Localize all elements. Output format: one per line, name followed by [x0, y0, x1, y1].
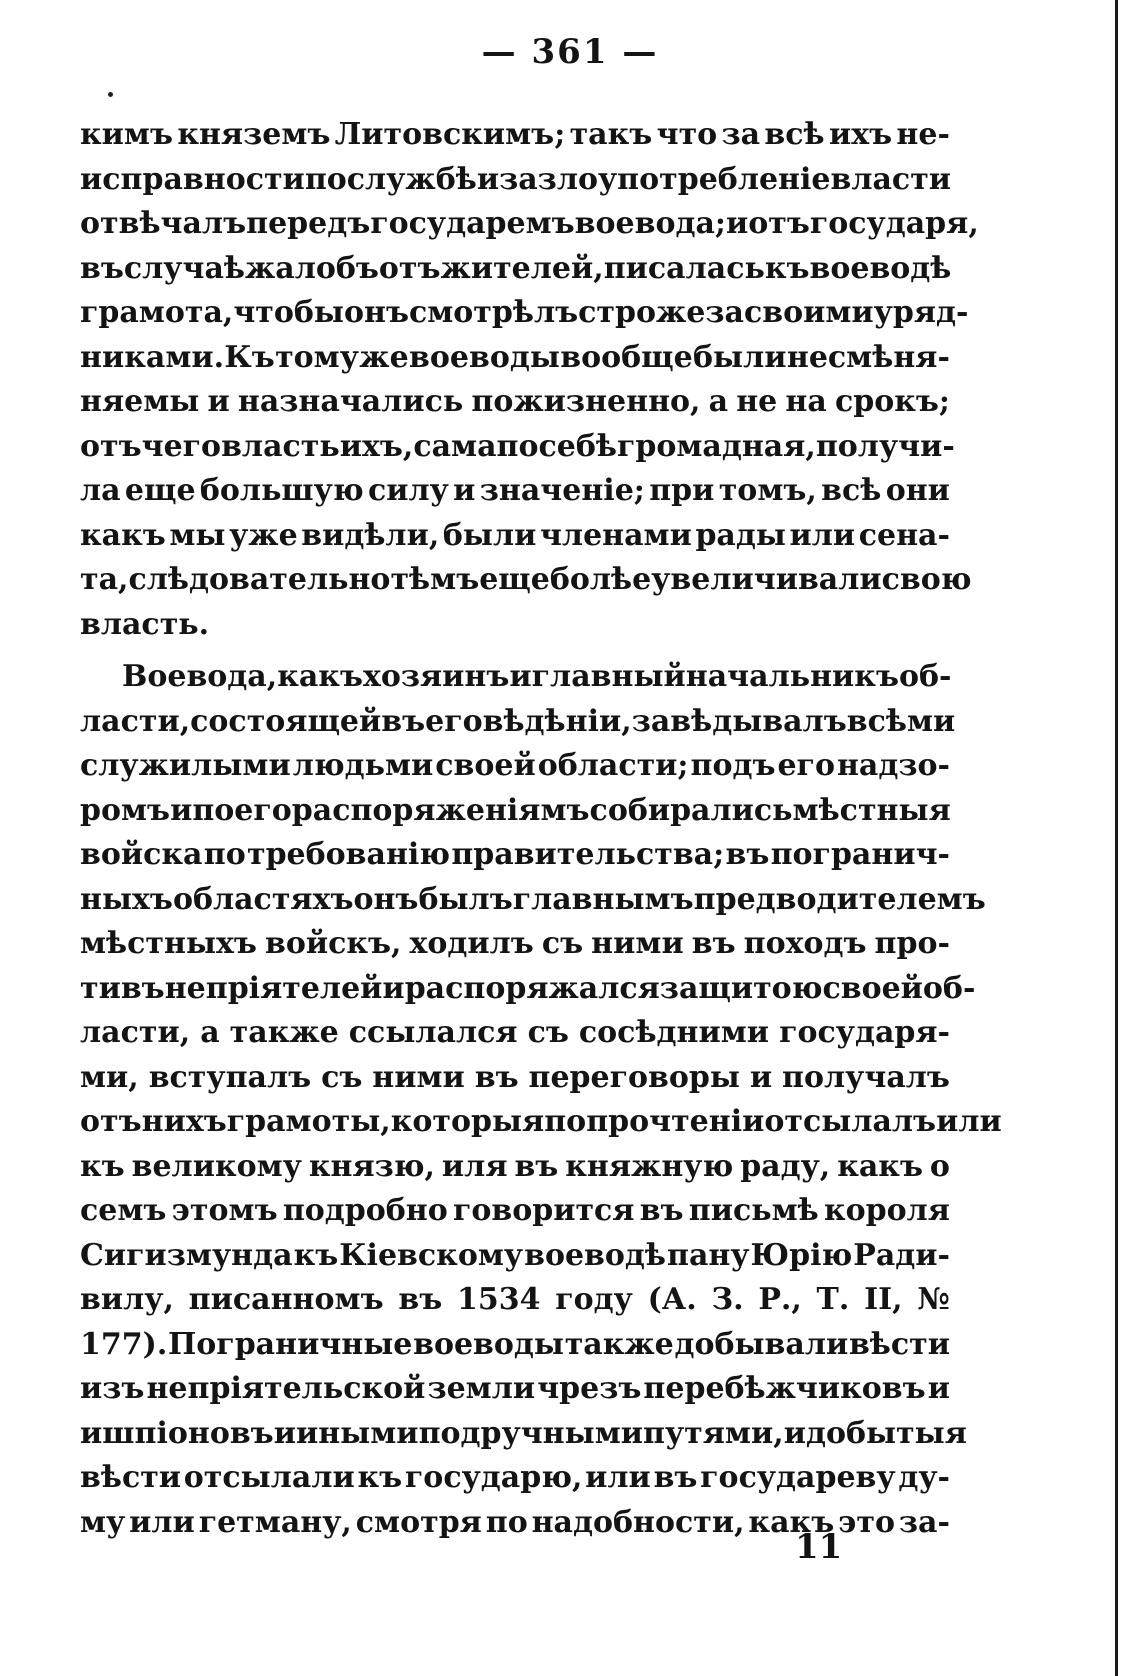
paragraph — [80, 113, 979, 647]
text-line: ласти, состоящей въ его вѣдѣніи, завѣдывалъ всѣми — [80, 703, 956, 739]
text-line: какъ мы уже видѣли, были членами рады или сена- — [80, 517, 950, 553]
text-line: никами. Къ тому же воеводы вообще были несмѣня- — [80, 339, 950, 375]
signature-mark: 11 — [795, 1527, 843, 1567]
text-line: служилыми людьми своей области; подъ его надзо- — [80, 748, 950, 783]
text-line: ласти, а также ссылался съ сосѣдними государя- — [80, 1015, 950, 1050]
text-line: отъ чего власть ихъ, сама по себѣ громадная, получи- — [80, 428, 955, 464]
paragraph-gap — [80, 647, 950, 655]
text-line: къ великому князю, иля въ княжную раду, какъ о — [80, 1148, 950, 1184]
text-line: мѣстныхъ войскъ, ходилъ съ ними въ походъ про- — [80, 926, 950, 961]
text-line: няемы и назначались пожизненно, а не на срокъ; — [80, 384, 950, 419]
paragraph — [80, 655, 1002, 1545]
text-line: тивъ непріятелей и распоряжался защитою своей об- — [80, 970, 976, 1006]
text-line: грамота, чтобы онъ смотрѣлъ строже за своими уряд- — [80, 295, 969, 330]
text-line: ныхъ областяхъ онъ былъ главнымъ предводителемъ — [80, 881, 986, 917]
page-number-header: — 361 — — [481, 32, 659, 72]
print-speck — [108, 92, 113, 97]
text-line: въ случаѣ жалобъ отъ жителей, писалась къ воеводѣ — [80, 250, 952, 286]
text-line: семъ этомъ подробно говорится въ письмѣ короля — [80, 1193, 950, 1228]
text-line: войска по требованію правительства; въ погранич- — [80, 837, 950, 872]
text-line: му или гетману, смотря по надобности, какъ это за- — [80, 1504, 950, 1540]
text-line: исправности по службѣ и за злоупотребленіе власти — [80, 161, 952, 197]
text-line: отвѣчалъ передъ государемъ воевода; и отъ государя, — [80, 206, 979, 241]
text-line: изъ непріятельской земли чрезъ перебѣжчиковъ и — [80, 1371, 950, 1406]
text-line: ромъ и по его распоряженіямъ собирались мѣстныя — [80, 792, 951, 828]
body-text — [80, 113, 1002, 1545]
text-line: ми, вступалъ съ ними въ переговоры и получалъ — [80, 1059, 950, 1095]
page-edge-rule — [1115, 0, 1118, 1676]
text-line: вилу, писанномъ въ 1534 году (А. З. Р., Т. II, № — [80, 1282, 950, 1317]
text-line: кимъ княземъ Литовскимъ; такъ что за всѣ ихъ не- — [80, 117, 950, 152]
text-line: вѣсти отсылали къ государю, или въ государеву ду- — [80, 1460, 950, 1495]
text-line: ла еще большую силу и значеніе; при томъ, всѣ они — [80, 473, 950, 508]
text-line: Сигизмунда къ Кіевскому воеводѣ пану Юрію Ради- — [80, 1237, 950, 1273]
text-line: Воевода, какъ хозяинъ и главный начальникъ об- — [122, 659, 952, 694]
text-line: и шпіоновъ и иными подручными путями, и добытыя — [80, 1415, 967, 1451]
text-line: отъ нихъ грамоты, которыя по прочтеніи отсылалъ или — [80, 1104, 1002, 1139]
text-line: власть. — [80, 606, 210, 642]
text-line: та, слѣдовательно тѣмъ еще болѣе увеличивали свою — [80, 562, 972, 597]
text-line: 177). Пограничные воеводы также добывали вѣсти — [80, 1326, 950, 1362]
